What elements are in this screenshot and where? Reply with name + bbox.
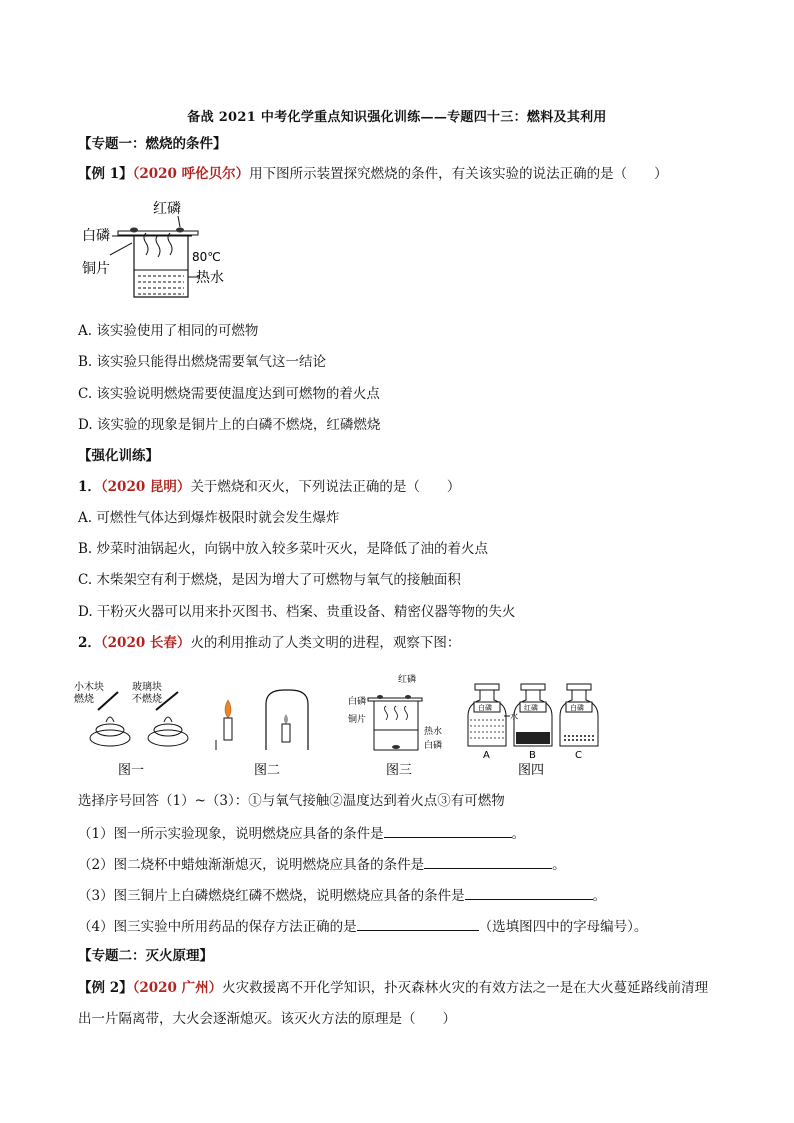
example-1-option-a: A. 该实验使用了相同的可燃物 [78,323,259,339]
caption-figure-three: 图三 [386,763,413,778]
question-1-option-d: D. 干粉灭火器可以用来扑灭图书、档案、贵重设备、精密仪器等物的失火 [78,604,516,620]
fig3-copper-plate [368,698,422,701]
fig-label-copper: 铜片 [82,261,110,277]
alcohol-lamp-1-base [90,730,130,746]
fig3-label-white2: 白磷 [424,741,443,751]
bottle-c-letter: C [575,750,582,761]
bottle-a-letter: A [483,750,490,761]
question-2-sub-3 [78,885,606,905]
caption-figure-one: 图一 [118,763,145,778]
example-1-option-c: C. 该实验说明燃烧需要使温度达到可燃物的着火点 [78,386,380,402]
caption-figure-four: 图四 [518,763,545,778]
sub-2-end: 。 [552,857,566,873]
bottle-a [468,690,506,746]
question-2-sub-4 [78,916,647,936]
figure-two [216,690,308,778]
example-1-stem [78,165,668,183]
answer-blank-4[interactable] [357,916,479,931]
candle-1 [224,718,232,740]
tongs-1 [98,692,118,710]
example-1-tag: 【例 1】 [78,166,133,182]
question-2-text: 火的利用推动了人类文明的进程，观察下图： [190,635,461,651]
example-1-figure [80,195,240,305]
answer-blank-3[interactable] [465,885,593,900]
fig1-label-wood-text: 小木块燃烧 [74,682,104,705]
sub-4-text: （4）图三实验中所用药品的保存方法正确的是 [78,919,357,935]
bottle-c [560,690,598,746]
question-1-text: 关于燃烧和灭火，下列说法正确的是（ ） [190,479,461,495]
fig3-white-p [377,695,383,699]
question-2-source: （2020 长春） [100,635,191,651]
fig3-label-red: 红磷 [398,675,417,685]
candle-2-flame [284,714,288,724]
bottle-b-text: 红磷 [524,704,538,712]
question-2-number: 2． [78,635,101,651]
example-1-question: 用下图所示装置探究燃烧的条件，有关该实验的说法正确的是（ ） [249,166,668,182]
fig-label-temperature: 80℃ [192,250,221,264]
question-1-option-c: C. 木柴架空有利于燃烧，是因为增大了可燃物与氧气的接触面积 [78,572,461,588]
fig4-water-label: 水 [510,712,518,721]
sub-1-text: （1）图一所示实验现象，说明燃烧应具备的条件是 [78,826,384,842]
candle-2 [282,724,290,742]
fig-label-white-phosphorus: 白磷 [82,228,110,244]
section-heading-2: 【专题二：灭火原理】 [78,948,213,964]
pointer-line [110,243,132,255]
copper-plate [118,231,198,235]
question-2-sub-2 [78,854,566,874]
bottle-c-stopper [567,684,591,690]
question-2-stem [78,634,460,652]
candle-flame [225,700,231,718]
question-2-figures [70,670,630,780]
figure-four [468,684,598,778]
fig3-underwater-white-p [392,745,400,749]
sub-1-end: 。 [511,826,526,842]
bottle-c-contents [564,736,594,740]
example-2-stem-line-1 [78,979,708,997]
bottle-c-text: 白磷 [570,704,584,712]
alcohol-lamp-2-base [148,730,188,746]
fig1-label-glass-text: 玻璃块不燃烧 [132,682,162,705]
fig-label-red-phosphorus: 红磷 [153,201,181,217]
flame-1 [106,717,114,722]
fig3-steam [385,706,408,720]
example-2-tag: 【例 2】 [78,980,133,996]
drill-heading: 【强化训练】 [78,448,159,464]
answer-blank-2[interactable] [424,854,552,869]
question-1-number: 1． [78,479,101,495]
figure-three [348,673,442,778]
fig3-label-copper: 铜片 [348,715,367,725]
example-2-source: （2020 广州） [132,980,223,996]
bottle-a-text: 白磷 [478,704,492,712]
section-heading-1: 【专题一：燃烧的条件】 [78,136,227,152]
bottle-a-contents [470,720,504,738]
sub-2-text: （2）图二烧杯中蜡烛渐渐熄灭，说明燃烧应具备的条件是 [78,857,425,873]
question-1-option-a: A. 可燃性气体达到爆炸极限时就会发生爆炸 [78,510,340,526]
answer-blank-1[interactable] [384,823,512,838]
pointer-line [178,216,180,227]
sub-3-text: （3）图三铜片上白磷燃烧红磷不燃烧，说明燃烧应具备的条件是 [78,888,465,904]
water-lines [138,276,184,294]
fig-label-hot-water: 热水 [196,270,224,286]
question-1-source: （2020 昆明） [100,479,191,495]
white-phosphorus-piece [130,228,138,233]
example-1-option-d: D. 该实验的现象是铜片上的白磷不燃烧，红磷燃烧 [78,417,381,433]
question-1-option-b: B. 炒菜时油锅起火，向锅中放入较多菜叶灭火，是降低了油的着火点 [78,541,489,557]
figure-one [70,670,188,778]
example-2-stem-line-2: 出一片隔离带，大火会逐渐熄灭。该灭火方法的原理是（ ） [78,1011,456,1027]
flame-2 [164,717,172,722]
bottle-b-contents [516,732,550,744]
fig3-label-hot: 热水 [424,727,443,737]
question-2-instruction: 选择序号回答（1）~（3）：①与氧气接触②温度达到着火点③有可燃物 [78,793,505,809]
example-1-source: （2020 呼伦贝尔） [132,166,250,182]
question-2-sub-1 [78,823,525,843]
fig3-red-p [405,695,411,699]
fig3-beaker [374,701,418,750]
sub-3-end: 。 [592,888,607,904]
page-title: 备战 2021 中考化学重点知识强化训练——专题四十三：燃料及其利用 [187,110,607,125]
example-1-option-b: B. 该实验只能得出燃烧需要氧气这一结论 [78,354,327,370]
sub-4-end: （选填图四中的字母编号）。 [478,919,648,935]
fig3-label-white: 白磷 [348,697,367,707]
bottle-a-stopper [475,684,499,690]
example-2-text-1: 火灾救援离不开化学知识，扑灭森林火灾的有效方法之一是在大火蔓延路线前清理 [222,980,709,996]
bottle-b-stopper [521,684,545,690]
red-phosphorus-piece [176,228,184,233]
steam-lines [144,233,172,257]
question-1-stem [78,478,460,496]
bottle-b-letter: B [529,750,536,761]
caption-figure-two: 图二 [254,763,281,778]
